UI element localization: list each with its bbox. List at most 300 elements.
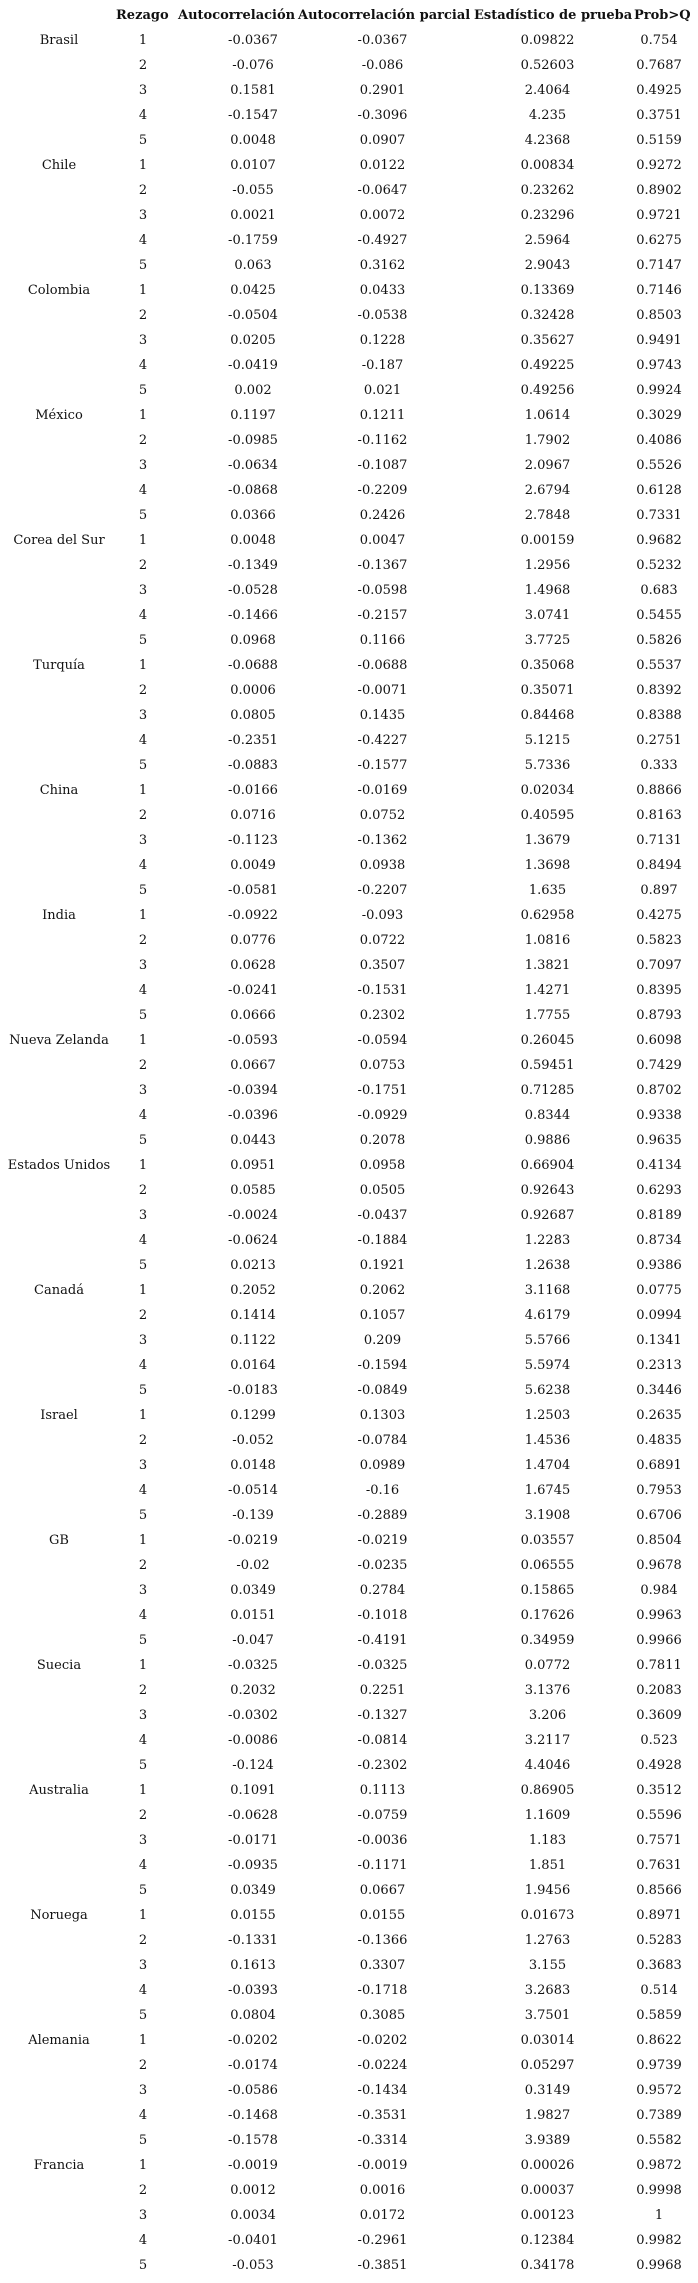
autocorrelation-cell: -0.02 <box>236 1558 270 1573</box>
autocorrelation-cell: 0.0585 <box>230 1183 276 1198</box>
probability-cell: 0.9968 <box>636 2258 682 2273</box>
q-statistic-cell: 0.71285 <box>520 1083 575 1098</box>
lag-cell: 2 <box>138 433 148 448</box>
table-row <box>0 204 698 229</box>
table-row <box>0 2079 698 2104</box>
autocorrelation-cell: -0.0174 <box>228 2058 278 2073</box>
autocorrelation-cell: -0.1123 <box>228 833 278 848</box>
probability-cell: 1 <box>654 2208 664 2223</box>
autocorrelation-cell: 0.1299 <box>230 1408 276 1423</box>
partial-autocorrelation-cell: -0.1362 <box>357 833 408 848</box>
lag-cell: 2 <box>138 1183 148 1198</box>
autocorrelation-cell: -0.0593 <box>228 1033 278 1048</box>
q-statistic-cell: 5.5766 <box>524 1333 571 1348</box>
autocorrelation-cell: -0.052 <box>232 1433 274 1448</box>
autocorrelation-cell: -0.0302 <box>228 1708 278 1723</box>
probability-cell: 0.8163 <box>636 808 682 823</box>
autocorrelation-cell: 0.0666 <box>230 1008 276 1023</box>
partial-autocorrelation-cell: 0.1166 <box>359 633 406 648</box>
partial-autocorrelation-cell: -0.1018 <box>357 1608 408 1623</box>
table-row <box>0 1154 698 1179</box>
lag-cell: 1 <box>138 1658 148 1673</box>
table-row <box>0 1729 698 1754</box>
autocorrelation-cell: 0.0049 <box>230 858 276 873</box>
table-row <box>0 1104 698 1129</box>
table-row <box>0 79 698 104</box>
q-statistic-cell: 5.1215 <box>524 733 571 748</box>
lag-cell: 4 <box>138 2108 148 2123</box>
autocorrelation-cell: -0.124 <box>232 1758 274 1773</box>
country-label: Nueva Zelanda <box>9 1033 109 1048</box>
lag-cell: 3 <box>138 1708 148 1723</box>
table-row <box>0 1329 698 1354</box>
partial-autocorrelation-cell: -0.0202 <box>357 2033 408 2048</box>
table-row <box>0 1879 698 1904</box>
table-row <box>0 1429 698 1454</box>
probability-cell: 0.6293 <box>636 1183 682 1198</box>
lag-cell: 5 <box>138 1883 148 1898</box>
table-row <box>0 2054 698 2079</box>
table-row <box>0 529 698 554</box>
lag-cell: 3 <box>138 1583 148 1598</box>
table-row <box>0 504 698 529</box>
probability-cell: 0.8734 <box>636 1233 682 1248</box>
partial-autocorrelation-cell: -0.0784 <box>357 1433 408 1448</box>
probability-cell: 0.6891 <box>636 1458 682 1473</box>
table-row <box>0 179 698 204</box>
autocorrelation-cell: -0.1468 <box>228 2108 278 2123</box>
partial-autocorrelation-cell: -0.0814 <box>357 1733 408 1748</box>
lag-cell: 3 <box>138 1208 148 1223</box>
probability-cell: 0.4086 <box>636 433 682 448</box>
lag-cell: 3 <box>138 583 148 598</box>
probability-cell: 0.9966 <box>636 1633 682 1648</box>
q-statistic-cell: 0.35627 <box>520 333 575 348</box>
probability-cell: 0.9924 <box>636 383 682 398</box>
lag-cell: 5 <box>138 2258 148 2273</box>
probability-cell: 0.5455 <box>636 608 682 623</box>
q-statistic-cell: 1.4704 <box>524 1458 571 1473</box>
autocorrelation-cell: -0.0985 <box>228 433 278 448</box>
q-statistic-cell: 1.3821 <box>524 958 571 973</box>
lag-cell: 1 <box>138 1408 148 1423</box>
partial-autocorrelation-cell: -0.3851 <box>357 2258 408 2273</box>
q-statistic-cell: 3.1908 <box>524 1508 571 1523</box>
autocorrelation-cell: -0.0401 <box>228 2233 278 2248</box>
q-statistic-cell: 0.15865 <box>520 1583 575 1598</box>
q-statistic-cell: 2.5964 <box>524 233 571 248</box>
lag-cell: 4 <box>138 1358 148 1373</box>
table-row <box>0 154 698 179</box>
lag-cell: 2 <box>138 683 148 698</box>
probability-cell: 0.8702 <box>636 1083 682 1098</box>
lag-cell: 4 <box>138 1608 148 1623</box>
table-row <box>0 679 698 704</box>
lag-cell: 1 <box>138 1908 148 1923</box>
lag-cell: 2 <box>138 933 148 948</box>
table-row <box>0 1304 698 1329</box>
table-row <box>0 2129 698 2154</box>
autocorrelation-cell: 0.1197 <box>230 408 276 423</box>
lag-cell: 5 <box>138 1758 148 1773</box>
autocorrelation-cell: 0.0366 <box>230 508 276 523</box>
table-row <box>0 1779 698 1804</box>
table-row <box>0 1204 698 1229</box>
q-statistic-cell: 2.6794 <box>524 483 571 498</box>
lag-cell: 1 <box>138 1033 148 1048</box>
table-row <box>0 1979 698 2004</box>
table-row <box>0 54 698 79</box>
autocorrelation-cell: -0.0393 <box>228 1983 278 1998</box>
lag-cell: 1 <box>138 33 148 48</box>
q-statistic-cell: 0.40595 <box>520 808 575 823</box>
q-statistic-cell: 0.00037 <box>520 2183 575 2198</box>
table-row <box>0 1279 698 1304</box>
autocorrelation-cell: -0.0019 <box>228 2158 278 2173</box>
autocorrelation-cell: 0.0443 <box>230 1133 276 1148</box>
table-row <box>0 2029 698 2054</box>
lag-cell: 2 <box>138 1933 148 1948</box>
probability-cell: 0.5537 <box>636 658 682 673</box>
partial-autocorrelation-cell: 0.0722 <box>359 933 406 948</box>
partial-autocorrelation-cell: 0.2251 <box>359 1683 406 1698</box>
country-label: Francia <box>33 2158 85 2173</box>
table-row <box>0 1854 698 1879</box>
table-row <box>0 854 698 879</box>
autocorrelation-cell: 0.0034 <box>230 2208 276 2223</box>
q-statistic-cell: 1.6745 <box>524 1483 571 1498</box>
autocorrelation-cell: -0.0868 <box>228 483 278 498</box>
q-statistic-cell: 0.00834 <box>520 158 575 173</box>
partial-autocorrelation-cell: 0.2302 <box>359 1008 406 1023</box>
autocorrelation-cell: 0.0804 <box>230 2008 276 2023</box>
autocorrelation-cell: -0.0086 <box>228 1733 278 1748</box>
probability-cell: 0.7389 <box>636 2108 682 2123</box>
header-autocorrelacion-parcial: Autocorrelación parcial <box>298 8 471 23</box>
autocorrelation-cell: 0.2052 <box>230 1283 276 1298</box>
table-row <box>0 1079 698 1104</box>
partial-autocorrelation-cell: -0.16 <box>365 1483 400 1498</box>
table-row <box>0 954 698 979</box>
partial-autocorrelation-cell: -0.1366 <box>357 1933 408 1948</box>
lag-cell: 5 <box>138 2133 148 2148</box>
table-row <box>0 254 698 279</box>
autocorrelation-cell: -0.055 <box>232 183 274 198</box>
probability-cell: 0.2751 <box>636 733 682 748</box>
lag-cell: 3 <box>138 458 148 473</box>
autocorrelation-cell: -0.0586 <box>228 2083 278 2098</box>
probability-cell: 0.2313 <box>636 1358 682 1373</box>
q-statistic-cell: 0.92643 <box>520 1183 575 1198</box>
probability-cell: 0.8504 <box>636 1533 682 1548</box>
q-statistic-cell: 3.2117 <box>524 1733 571 1748</box>
table-row <box>0 604 698 629</box>
lag-cell: 1 <box>138 658 148 673</box>
autocorrelation-cell: -0.0581 <box>228 883 278 898</box>
probability-cell: 0.984 <box>640 1583 678 1598</box>
autocorrelation-cell: 0.0776 <box>230 933 276 948</box>
probability-cell: 0.9721 <box>636 208 682 223</box>
lag-cell: 2 <box>138 1308 148 1323</box>
autocorrelation-cell: -0.0219 <box>228 1533 278 1548</box>
q-statistic-cell: 0.05297 <box>520 2058 575 2073</box>
probability-cell: 0.5859 <box>636 2008 682 2023</box>
table-row <box>0 29 698 54</box>
partial-autocorrelation-cell: 0.1057 <box>359 1308 406 1323</box>
lag-cell: 2 <box>138 558 148 573</box>
table-row <box>0 804 698 829</box>
autocorrelation-cell: 0.1091 <box>230 1783 276 1798</box>
probability-cell: 0.5826 <box>636 633 682 648</box>
q-statistic-cell: 0.06555 <box>520 1558 575 1573</box>
lag-cell: 5 <box>138 1008 148 1023</box>
partial-autocorrelation-cell: 0.0667 <box>359 1883 406 1898</box>
lag-cell: 2 <box>138 808 148 823</box>
q-statistic-cell: 0.02034 <box>520 783 575 798</box>
table-row <box>0 754 698 779</box>
partial-autocorrelation-cell: 0.0122 <box>359 158 406 173</box>
q-statistic-cell: 1.2638 <box>524 1258 571 1273</box>
autocorrelation-cell: -0.0504 <box>228 308 278 323</box>
header-rezago: Rezago <box>116 8 169 23</box>
partial-autocorrelation-cell: -0.0759 <box>357 1808 408 1823</box>
table-row <box>0 1954 698 1979</box>
probability-cell: 0.683 <box>640 583 678 598</box>
autocorrelation-cell: -0.1331 <box>228 1933 278 1948</box>
country-label: Colombia <box>27 283 91 298</box>
probability-cell: 0.9635 <box>636 1133 682 1148</box>
lag-cell: 5 <box>138 383 148 398</box>
partial-autocorrelation-cell: -0.093 <box>361 908 404 923</box>
q-statistic-cell: 0.49256 <box>520 383 575 398</box>
lag-cell: 3 <box>138 1833 148 1848</box>
country-label: Australia <box>29 1783 89 1798</box>
partial-autocorrelation-cell: -0.0594 <box>357 1033 408 1048</box>
probability-cell: 0.7147 <box>636 258 682 273</box>
lag-cell: 4 <box>138 358 148 373</box>
partial-autocorrelation-cell: -0.0019 <box>357 2158 408 2173</box>
table-row <box>0 1804 698 1829</box>
table-row <box>0 1904 698 1929</box>
q-statistic-cell: 3.7725 <box>524 633 571 648</box>
probability-cell: 0.8793 <box>636 1008 682 1023</box>
q-statistic-cell: 1.2283 <box>524 1233 571 1248</box>
q-statistic-cell: 0.3149 <box>524 2083 571 2098</box>
partial-autocorrelation-cell: -0.0169 <box>357 783 408 798</box>
table-row <box>0 654 698 679</box>
table-row <box>0 1454 698 1479</box>
lag-cell: 2 <box>138 1433 148 1448</box>
table-row <box>0 779 698 804</box>
lag-cell: 1 <box>138 1158 148 1173</box>
lag-cell: 2 <box>138 58 148 73</box>
q-statistic-cell: 5.6238 <box>524 1383 571 1398</box>
probability-cell: 0.3751 <box>636 108 682 123</box>
partial-autocorrelation-cell: 0.2062 <box>359 1283 406 1298</box>
autocorrelation-cell: 0.0213 <box>230 1258 276 1273</box>
table-row <box>0 1029 698 1054</box>
lag-cell: 4 <box>138 608 148 623</box>
partial-autocorrelation-cell: -0.0367 <box>357 33 408 48</box>
q-statistic-cell: 1.9456 <box>524 1883 571 1898</box>
table-row <box>0 1929 698 1954</box>
table-row <box>0 1054 698 1079</box>
partial-autocorrelation-cell: -0.0437 <box>357 1208 408 1223</box>
partial-autocorrelation-cell: 0.2784 <box>359 1583 406 1598</box>
lag-cell: 3 <box>138 958 148 973</box>
table-row <box>0 904 698 929</box>
autocorrelation-cell: 0.0349 <box>230 1883 276 1898</box>
probability-cell: 0.9998 <box>636 2183 682 2198</box>
country-label: Alemania <box>28 2033 90 2048</box>
autocorrelation-cell: -0.0628 <box>228 1808 278 1823</box>
autocorrelation-cell: -0.2351 <box>228 733 278 748</box>
q-statistic-cell: 3.206 <box>528 1708 567 1723</box>
q-statistic-cell: 2.4064 <box>524 83 571 98</box>
partial-autocorrelation-cell: 0.2078 <box>359 1133 406 1148</box>
country-label: Estados Unidos <box>7 1158 111 1173</box>
autocorrelation-cell: -0.0922 <box>228 908 278 923</box>
q-statistic-cell: 1.7902 <box>524 433 571 448</box>
lag-cell: 5 <box>138 2008 148 2023</box>
table-row <box>0 704 698 729</box>
probability-cell: 0.7631 <box>636 1858 682 1873</box>
lag-cell: 5 <box>138 1133 148 1148</box>
autocorrelation-cell: -0.0634 <box>228 458 278 473</box>
lag-cell: 4 <box>138 1858 148 1873</box>
lag-cell: 2 <box>138 183 148 198</box>
partial-autocorrelation-cell: 0.0016 <box>359 2183 406 2198</box>
partial-autocorrelation-cell: -0.1751 <box>357 1083 408 1098</box>
probability-cell: 0.7097 <box>636 958 682 973</box>
table-row <box>0 354 698 379</box>
q-statistic-cell: 0.23296 <box>520 208 575 223</box>
table-row <box>0 279 698 304</box>
lag-cell: 5 <box>138 258 148 273</box>
lag-cell: 3 <box>138 833 148 848</box>
q-statistic-cell: 1.3698 <box>524 858 571 873</box>
partial-autocorrelation-cell: -0.1087 <box>357 458 408 473</box>
autocorrelation-cell: 0.063 <box>234 258 272 273</box>
probability-cell: 0.2083 <box>636 1683 682 1698</box>
table-row <box>0 379 698 404</box>
q-statistic-cell: 0.66904 <box>520 1158 575 1173</box>
partial-autocorrelation-cell: -0.1577 <box>357 758 408 773</box>
probability-cell: 0.9682 <box>636 533 682 548</box>
country-label: México <box>35 408 83 423</box>
partial-autocorrelation-cell: 0.0958 <box>359 1158 406 1173</box>
probability-cell: 0.6098 <box>636 1033 682 1048</box>
table-row <box>0 1379 698 1404</box>
probability-cell: 0.8388 <box>636 708 682 723</box>
autocorrelation-cell: -0.0514 <box>228 1483 278 1498</box>
probability-cell: 0.1341 <box>636 1333 682 1348</box>
partial-autocorrelation-cell: 0.0172 <box>359 2208 406 2223</box>
q-statistic-cell: 0.26045 <box>520 1033 575 1048</box>
lag-cell: 5 <box>138 1508 148 1523</box>
partial-autocorrelation-cell: -0.0036 <box>357 1833 408 1848</box>
header-estadistico: Estadístico de prueba <box>474 8 633 23</box>
probability-cell: 0.8622 <box>636 2033 682 2048</box>
partial-autocorrelation-cell: 0.0989 <box>359 1458 406 1473</box>
q-statistic-cell: 1.4968 <box>524 583 571 598</box>
autocorrelation-cell: 0.1613 <box>230 1958 276 1973</box>
partial-autocorrelation-cell: 0.0753 <box>359 1058 406 1073</box>
probability-cell: 0.9386 <box>636 1258 682 1273</box>
autocorrelation-cell: -0.0325 <box>228 1658 278 1673</box>
probability-cell: 0.5596 <box>636 1808 682 1823</box>
autocorrelation-cell: -0.0367 <box>228 33 278 48</box>
probability-cell: 0.9982 <box>636 2233 682 2248</box>
table-row <box>0 1254 698 1279</box>
q-statistic-cell: 0.35071 <box>520 683 575 698</box>
partial-autocorrelation-cell: -0.2207 <box>357 883 408 898</box>
q-statistic-cell: 0.49225 <box>520 358 575 373</box>
country-label: India <box>42 908 76 923</box>
partial-autocorrelation-cell: 0.1228 <box>359 333 406 348</box>
partial-autocorrelation-cell: 0.0752 <box>359 808 406 823</box>
lag-cell: 5 <box>138 758 148 773</box>
table-row <box>0 929 698 954</box>
table-row <box>0 554 698 579</box>
table-row <box>0 129 698 154</box>
q-statistic-cell: 0.86905 <box>520 1783 575 1798</box>
lag-cell: 1 <box>138 408 148 423</box>
probability-cell: 0.5159 <box>636 133 682 148</box>
probability-cell: 0.0994 <box>636 1308 682 1323</box>
autocorrelation-cell: -0.0166 <box>228 783 278 798</box>
lag-cell: 4 <box>138 1733 148 1748</box>
table-row <box>0 879 698 904</box>
table-row <box>0 1629 698 1654</box>
probability-cell: 0.514 <box>640 1983 678 1998</box>
autocorrelation-cell: -0.0202 <box>228 2033 278 2048</box>
autocorrelation-cell: -0.0396 <box>228 1108 278 1123</box>
probability-cell: 0.7571 <box>636 1833 682 1848</box>
lag-cell: 5 <box>138 633 148 648</box>
table-row <box>0 1129 698 1154</box>
q-statistic-cell: 2.9043 <box>524 258 571 273</box>
autocorrelation-cell: 0.0628 <box>230 958 276 973</box>
lag-cell: 1 <box>138 283 148 298</box>
probability-cell: 0.9272 <box>636 158 682 173</box>
probability-cell: 0.7429 <box>636 1058 682 1073</box>
table-row <box>0 1004 698 1029</box>
q-statistic-cell: 0.03557 <box>520 1533 575 1548</box>
q-statistic-cell: 0.00123 <box>520 2208 575 2223</box>
lag-cell: 3 <box>138 1458 148 1473</box>
lag-cell: 1 <box>138 783 148 798</box>
partial-autocorrelation-cell: -0.086 <box>361 58 404 73</box>
country-label: Corea del Sur <box>13 533 105 548</box>
partial-autocorrelation-cell: -0.187 <box>361 358 404 373</box>
table-row <box>0 2154 698 2179</box>
partial-autocorrelation-cell: 0.3085 <box>359 2008 406 2023</box>
autocorrelation-cell: 0.1581 <box>230 83 276 98</box>
probability-cell: 0.8395 <box>636 983 682 998</box>
q-statistic-cell: 5.7336 <box>524 758 571 773</box>
q-statistic-cell: 0.34959 <box>520 1633 575 1648</box>
partial-autocorrelation-cell: 0.021 <box>363 383 402 398</box>
autocorrelation-cell: -0.0394 <box>228 1083 278 1098</box>
lag-cell: 1 <box>138 1283 148 1298</box>
lag-cell: 3 <box>138 1958 148 1973</box>
partial-autocorrelation-cell: -0.1718 <box>357 1983 408 1998</box>
q-statistic-cell: 1.4536 <box>524 1433 571 1448</box>
probability-cell: 0.8971 <box>636 1908 682 1923</box>
partial-autocorrelation-cell: 0.3162 <box>359 258 406 273</box>
q-statistic-cell: 0.03014 <box>520 2033 575 2048</box>
